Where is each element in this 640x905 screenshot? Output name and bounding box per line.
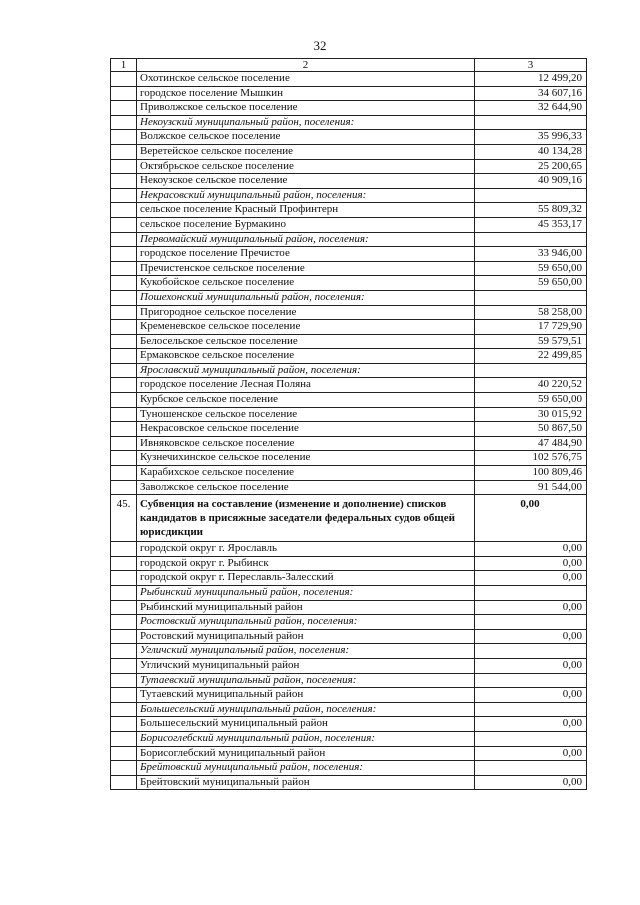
row-index-cell (111, 86, 137, 101)
amount-value (475, 761, 587, 776)
district-group-label: Пошехонский муниципальный район, поселения: (137, 290, 475, 305)
table-group-row (111, 586, 587, 601)
recipient-name: Приволжское сельское поселение (137, 101, 475, 116)
table-row (111, 217, 587, 232)
table-row (111, 159, 587, 174)
district-group-label: Брейтовский муниципальный район, поселения: (137, 761, 475, 776)
amount-value: 0,00 (475, 542, 587, 557)
row-index-cell (111, 746, 137, 761)
amount-value: 0,00 (475, 717, 587, 732)
amount-value: 59 579,51 (475, 334, 587, 349)
table-row (111, 378, 587, 393)
amount-value (475, 290, 587, 305)
row-index-cell (111, 232, 137, 247)
table-row (111, 276, 587, 291)
row-index-cell (111, 276, 137, 291)
recipient-name: Некоузское сельское поселение (137, 174, 475, 189)
recipient-name: городской округ г. Ярославль (137, 542, 475, 557)
table-row (111, 174, 587, 189)
row-index-cell (111, 174, 137, 189)
row-index-cell (111, 188, 137, 203)
row-index-cell (111, 334, 137, 349)
table-group-row (111, 363, 587, 378)
table-group-row (111, 115, 587, 130)
recipient-name: городской округ г. Рыбинск (137, 556, 475, 571)
amount-value: 0,00 (475, 658, 587, 673)
amount-value: 0,00 (475, 746, 587, 761)
table-row (111, 320, 587, 335)
table-row (111, 144, 587, 159)
row-index-cell (111, 363, 137, 378)
row-index-cell (111, 644, 137, 659)
row-index-cell (111, 436, 137, 451)
table-group-row (111, 731, 587, 746)
section-title: Субвенция на составление (изменение и дополнение) списков кандидатов в присяжные заседатели федеральных судов общей юрисдикции (137, 495, 475, 542)
recipient-name: Большесельский муниципальный район (137, 717, 475, 732)
district-group-label: Борисоглебский муниципальный район, поселения: (137, 731, 475, 746)
table-row (111, 746, 587, 761)
table-group-row (111, 232, 587, 247)
recipient-name: Пречистенское сельское поселение (137, 261, 475, 276)
row-index-cell (111, 422, 137, 437)
row-index-cell (111, 378, 137, 393)
row-index-cell (111, 775, 137, 790)
amount-value: 59 650,00 (475, 393, 587, 408)
table-header-row (111, 59, 587, 72)
table-row (111, 407, 587, 422)
amount-value: 59 650,00 (475, 276, 587, 291)
table-row (111, 451, 587, 466)
table-row (111, 72, 587, 87)
recipient-name: Некрасовское сельское поселение (137, 422, 475, 437)
amount-value (475, 673, 587, 688)
recipient-name: Пригородное сельское поселение (137, 305, 475, 320)
table-group-row (111, 615, 587, 630)
table-group-row (111, 673, 587, 688)
table-row (111, 775, 587, 790)
amount-value: 25 200,65 (475, 159, 587, 174)
recipient-name: Курбское сельское поселение (137, 393, 475, 408)
row-index-cell (111, 144, 137, 159)
amount-value: 35 996,33 (475, 130, 587, 145)
table-group-row (111, 188, 587, 203)
amount-value: 0,00 (475, 571, 587, 586)
district-group-label: Угличский муниципальный район, поселения: (137, 644, 475, 659)
header-col-1: 1 (111, 59, 137, 72)
row-index-cell (111, 586, 137, 601)
recipient-name: Тутаевский муниципальный район (137, 688, 475, 703)
table-row (111, 261, 587, 276)
table-row (111, 571, 587, 586)
table-row (111, 393, 587, 408)
table-row (111, 600, 587, 615)
recipient-name: Ивняковское сельское поселение (137, 436, 475, 451)
table-row (111, 130, 587, 145)
table-row (111, 556, 587, 571)
table-row (111, 658, 587, 673)
recipient-name: Белосельское сельское поселение (137, 334, 475, 349)
row-index-cell (111, 320, 137, 335)
table-row (111, 247, 587, 262)
amount-value: 22 499,85 (475, 349, 587, 364)
recipient-name: городское поселение Пречистое (137, 247, 475, 262)
recipient-name: Туношенское сельское поселение (137, 407, 475, 422)
amount-value: 50 867,50 (475, 422, 587, 437)
district-group-label: Рыбинский муниципальный район, поселения: (137, 586, 475, 601)
amount-value: 91 544,00 (475, 480, 587, 495)
table-row (111, 334, 587, 349)
table-group-row (111, 761, 587, 776)
district-group-label: Ростовский муниципальный район, поселения: (137, 615, 475, 630)
row-index-cell (111, 480, 137, 495)
amount-value (475, 232, 587, 247)
row-index-cell (111, 305, 137, 320)
recipient-name: Рыбинский муниципальный район (137, 600, 475, 615)
recipient-name: Кузнечихинское сельское поселение (137, 451, 475, 466)
table-row (111, 436, 587, 451)
amount-value (475, 644, 587, 659)
row-index-cell (111, 658, 137, 673)
section-total-value: 0,00 (475, 495, 587, 542)
recipient-name: Ермаковское сельское поселение (137, 349, 475, 364)
row-index-cell (111, 115, 137, 130)
amount-value: 100 809,46 (475, 466, 587, 481)
amount-value: 30 015,92 (475, 407, 587, 422)
row-index-cell (111, 761, 137, 776)
recipient-name: сельское поселение Красный Профинтерн (137, 203, 475, 218)
amount-value: 0,00 (475, 775, 587, 790)
table-group-row (111, 702, 587, 717)
district-group-label: Ярославский муниципальный район, поселения: (137, 363, 475, 378)
table-row (111, 466, 587, 481)
recipient-name: Брейтовский муниципальный район (137, 775, 475, 790)
row-index-cell (111, 159, 137, 174)
row-index-cell (111, 101, 137, 116)
amount-value: 102 576,75 (475, 451, 587, 466)
district-group-label: Некоузский муниципальный район, поселения: (137, 115, 475, 130)
amount-value (475, 188, 587, 203)
amount-value: 55 809,32 (475, 203, 587, 218)
recipient-name: Ростовский муниципальный район (137, 629, 475, 644)
recipient-name: Кукобойское сельское поселение (137, 276, 475, 291)
table-row (111, 480, 587, 495)
row-index-cell (111, 717, 137, 732)
table-group-row (111, 644, 587, 659)
row-index-cell (111, 615, 137, 630)
section-index: 45. (111, 495, 137, 542)
row-index-cell (111, 407, 137, 422)
amount-value: 59 650,00 (475, 261, 587, 276)
recipient-name: Заволжское сельское поселение (137, 480, 475, 495)
row-index-cell (111, 247, 137, 262)
amount-value (475, 363, 587, 378)
row-index-cell (111, 130, 137, 145)
row-index-cell (111, 556, 137, 571)
amount-value: 58 258,00 (475, 305, 587, 320)
amount-value: 47 484,90 (475, 436, 587, 451)
row-index-cell (111, 72, 137, 87)
amount-value (475, 702, 587, 717)
table-row (111, 542, 587, 557)
row-index-cell (111, 393, 137, 408)
recipient-name: городское поселение Мышкин (137, 86, 475, 101)
amount-value: 17 729,90 (475, 320, 587, 335)
table-row (111, 629, 587, 644)
amount-value: 34 607,16 (475, 86, 587, 101)
table-row (111, 349, 587, 364)
row-index-cell (111, 600, 137, 615)
amount-value: 45 353,17 (475, 217, 587, 232)
amount-value: 12 499,20 (475, 72, 587, 87)
amount-value: 40 909,16 (475, 174, 587, 189)
recipient-name: Карабихское сельское поселение (137, 466, 475, 481)
row-index-cell (111, 542, 137, 557)
table-row (111, 717, 587, 732)
row-index-cell (111, 466, 137, 481)
district-group-label: Некрасовский муниципальный район, поселения: (137, 188, 475, 203)
district-group-label: Большесельский муниципальный район, поселения: (137, 702, 475, 717)
row-index-cell (111, 731, 137, 746)
recipient-name: Охотинское сельское поселение (137, 72, 475, 87)
amount-value: 0,00 (475, 629, 587, 644)
recipient-name: Волжское сельское поселение (137, 130, 475, 145)
recipient-name: Угличский муниципальный район (137, 658, 475, 673)
header-col-2: 2 (137, 59, 475, 72)
recipient-name: городское поселение Лесная Поляна (137, 378, 475, 393)
amount-value (475, 615, 587, 630)
row-index-cell (111, 688, 137, 703)
amount-value: 0,00 (475, 688, 587, 703)
row-index-cell (111, 217, 137, 232)
budget-table (110, 58, 587, 790)
amount-value: 32 644,90 (475, 101, 587, 116)
amount-value (475, 731, 587, 746)
amount-value: 0,00 (475, 600, 587, 615)
amount-value (475, 115, 587, 130)
row-index-cell (111, 261, 137, 276)
table-row (111, 86, 587, 101)
amount-value: 33 946,00 (475, 247, 587, 262)
recipient-name: сельское поселение Бурмакино (137, 217, 475, 232)
row-index-cell (111, 702, 137, 717)
amount-value: 0,00 (475, 556, 587, 571)
table-row (111, 422, 587, 437)
page-number: 32 (313, 38, 327, 53)
table-row (111, 305, 587, 320)
row-index-cell (111, 571, 137, 586)
row-index-cell (111, 290, 137, 305)
table-row (111, 101, 587, 116)
district-group-label: Тутаевский муниципальный район, поселения: (137, 673, 475, 688)
row-index-cell (111, 349, 137, 364)
recipient-name: Октябрьское сельское поселение (137, 159, 475, 174)
district-group-label: Первомайский муниципальный район, поселения: (137, 232, 475, 247)
recipient-name: Борисоглебский муниципальный район (137, 746, 475, 761)
amount-value (475, 586, 587, 601)
recipient-name: Веретейское сельское поселение (137, 144, 475, 159)
recipient-name: Кременевское сельское поселение (137, 320, 475, 335)
row-index-cell (111, 673, 137, 688)
table-row (111, 688, 587, 703)
amount-value: 40 220,52 (475, 378, 587, 393)
amount-value: 40 134,28 (475, 144, 587, 159)
header-col-3: 3 (475, 59, 587, 72)
row-index-cell (111, 451, 137, 466)
row-index-cell (111, 629, 137, 644)
recipient-name: городской округ г. Переславль-Залесский (137, 571, 475, 586)
section-row (111, 495, 587, 542)
table-row (111, 203, 587, 218)
table-group-row (111, 290, 587, 305)
row-index-cell (111, 203, 137, 218)
